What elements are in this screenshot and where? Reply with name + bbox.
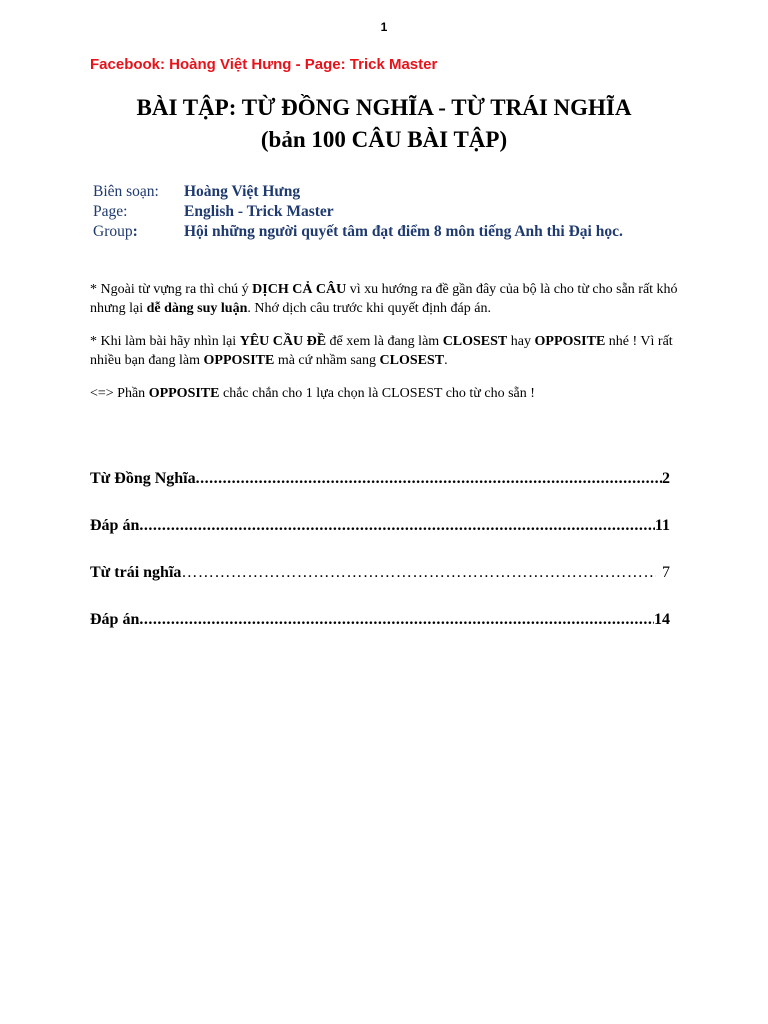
toc-entry-synonyms[interactable] (90, 470, 670, 490)
table-of-contents (90, 470, 670, 658)
toc-entry-page: 2 (662, 470, 670, 487)
toc-entry-page: 14 (654, 611, 670, 628)
group-colon: : (132, 223, 138, 240)
page-row (93, 202, 623, 222)
group-label-wrap (93, 222, 184, 242)
toc-leader-dots (196, 470, 662, 488)
note-requirement: * Khi làm bài hãy nhìn lại YÊU CẦU ĐỀ để xem là đang làm CLOSEST hay OPPOSITE nhé ! Vì rất nhiều bạn đang làm OPPOSITE mà cứ nhầm sang CLOSEST. (90, 334, 673, 368)
page-number: 1 (380, 20, 388, 34)
toc-entry-label: Từ trái nghĩa (90, 564, 182, 581)
title-line-1: BÀI TẬP: TỪ ĐỒNG NGHĨA - TỪ TRÁI NGHĨA (136, 95, 632, 120)
note-opposite: <=> Phần OPPOSITE chắc chắn cho 1 lựa chọn là CLOSEST cho từ cho sẵn ! (90, 386, 535, 401)
page-value: English - Trick Master (184, 203, 334, 220)
toc-leader-dots (139, 611, 654, 629)
toc-leader-dots (181, 564, 656, 582)
group-row (93, 222, 623, 242)
group-label: Group (93, 223, 133, 240)
toc-entry-page: 7 (662, 564, 670, 581)
page-label: Page: (93, 203, 128, 220)
group-value: Hội những người quyết tâm đạt điểm 8 môn tiếng Anh thi Đại học. (184, 223, 623, 240)
document-title (0, 92, 768, 156)
compiler-row (93, 182, 623, 202)
toc-entry-antonyms[interactable] (90, 564, 670, 584)
toc-entry-antonyms-answers[interactable] (90, 611, 670, 631)
toc-entry-label: Từ Đồng Nghĩa (90, 470, 196, 487)
toc-entry-label: Đáp án (90, 517, 140, 534)
toc-entry-page: 11 (654, 517, 670, 534)
facebook-line: Facebook: Hoàng Việt Hưng - Page: Trick Master (90, 56, 438, 73)
title-line-2: (bản 100 CÂU BÀI TẬP) (260, 127, 508, 152)
note-translate: * Ngoài từ vựng ra thì chú ý DỊCH CẢ CÂU vì xu hướng ra đề gần đây của bộ là cho từ cho sẵn rất khó nhưng lại dễ dàng suy luận. Nhớ dịch câu trước khi quyết định đáp án. (90, 282, 678, 316)
notes (90, 280, 705, 417)
compiler-value: Hoàng Việt Hưng (184, 183, 301, 200)
compiler-label: Biên soạn: (93, 183, 159, 200)
toc-leader-dots (139, 517, 655, 535)
toc-entry-synonyms-answers[interactable] (90, 517, 670, 537)
author-info (93, 182, 623, 242)
toc-entry-label: Đáp án (90, 611, 140, 628)
